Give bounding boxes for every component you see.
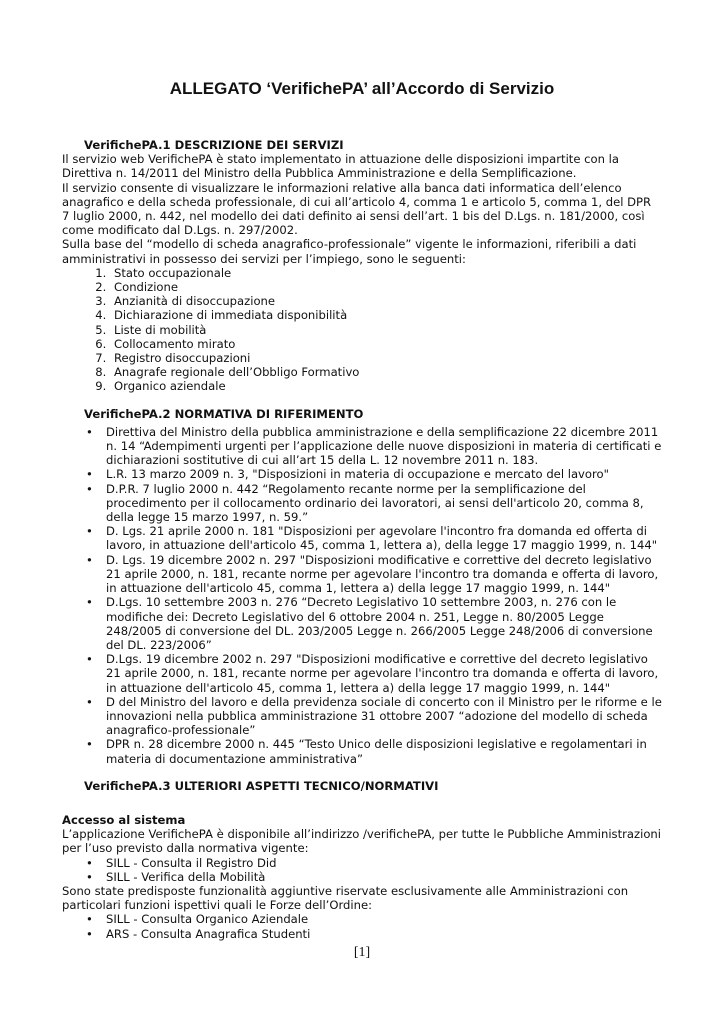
list-item-text: SILL - Consulta il Registro Did (106, 855, 277, 870)
list-item (62, 553, 662, 596)
list-item: 2. Condizione (110, 280, 662, 294)
section-1-heading: VerifichePA.1 DESCRIZIONE DEI SERVIZI (84, 138, 344, 152)
list-item-text: D.Lgs. 19 dicembre 2002 n. 297 "Disposizioni modificative e correttive del decreto legislativo 21 aprile 2000, n. 181, recante norme per agevolare l'incontro tra domanda e offerta di lavoro, in attuazione dell'articolo 45, comma 1, lettera a) della legge 17 maggio 1999, n. 144" (106, 652, 659, 695)
list-item (62, 524, 662, 552)
section-1-paragraph-3: Sulla base del “modello di scheda anagrafico-professionale” vigente le informazioni, riferibili a dati amministrativi in possesso dei servizi per l’impiego, sono le seguenti: (62, 237, 637, 266)
list-item (62, 870, 662, 884)
list-item-text: SILL - Verifica della Mobilità (106, 869, 266, 884)
functions-list (62, 856, 662, 884)
bullet-icon: • (86, 926, 93, 941)
list-item-text: D del Ministro del lavoro e della previdenza sociale di concerto con il Ministro per le riforme e le innovazioni nella pubblica amministrazione 31 ottobre 2007 “adozione del modello di scheda anagrafico-professionale” (106, 694, 662, 738)
bullet-icon: • (86, 481, 93, 496)
list-item (62, 737, 662, 765)
list-item: 5. Liste di mobilità (110, 323, 662, 337)
bullet-icon: • (86, 912, 93, 927)
list-item (62, 927, 662, 941)
document-body (62, 138, 662, 941)
list-item (62, 467, 662, 481)
list-item-text: D. Lgs. 19 dicembre 2002 n. 297 "Disposizioni modificative e correttive del decreto legislativo 21 aprile 2000, n. 181, recante norme per agevolare l'incontro tra domanda e offerta di lavoro, in attuazione dell'articolo 45, comma 1, lettera a) della legge 17 maggio 1999, n. 144" (106, 552, 659, 596)
page-number: [1] (353, 945, 371, 960)
bullet-icon: • (86, 652, 93, 667)
access-subheading: Accesso al sistema (62, 812, 186, 827)
bullet-icon: • (86, 737, 93, 752)
section-1-paragraph-1: Il servizio web VerifichePA è stato implementato in attuazione delle disposizioni impartite con la Direttiva n. 14/2011 del Ministro della Pubblica Amministrazione e della Semplificazione. (62, 152, 619, 181)
list-item-text: D.Lgs. 10 settembre 2003 n. 276 “Decreto Legislativo 10 settembre 2003, n. 276 con le modifiche dei: Decreto Legislativo del 6 ottobre 2004 n. 251, Legge n. 80/2005 Legge 248/2005 di conversione del DL. 203/2005 Legge n. 266/2005 Legge 248/2006 di conversione del DL. 223/2006” (106, 595, 653, 652)
bullet-icon: • (86, 869, 93, 884)
list-item-text: D. Lgs. 21 aprile 2000 n. 181 "Disposizioni per agevolare l'incontro fra domanda ed offerta di lavoro, in attuazione dell'articolo 45, comma 1, lettera a), della legge 17 maggio 1999, n. 144" (106, 524, 658, 553)
list-item-text: DPR n. 28 dicembre 2000 n. 445 “Testo Unico delle disposizioni legislative e regolamentari in materia di documentazione amministrativa” (106, 737, 647, 766)
list-item-text: Direttiva del Ministro della pubblica amministrazione e della semplificazione 22 dicembre 2011 n. 14 “Adempimenti urgenti per l’applicazione delle nuove disposizioni in materia di certificati e dichiarazioni sostitutive di cui all’art 15 della L. 12 novembre 2011 n. 183. (106, 424, 662, 468)
bullet-icon: • (86, 467, 93, 482)
bullet-icon: • (86, 694, 93, 709)
list-item (62, 595, 662, 652)
document-title: ALLEGATO ‘VerifichePA’ all’Accordo di Servizio (169, 79, 555, 98)
list-item: 3. Anzianità di disoccupazione (110, 294, 662, 308)
bullet-icon: • (86, 595, 93, 610)
list-item (62, 912, 662, 926)
list-item: 9. Organico aziendale (110, 379, 662, 393)
bullet-icon: • (86, 855, 93, 870)
bullet-icon: • (86, 524, 93, 539)
section-2-heading: VerifichePA.2 NORMATIVA DI RIFERIMENTO (84, 406, 364, 421)
list-item-text: SILL - Consulta Organico Aziendale (106, 912, 309, 927)
section-1-paragraph-2: Il servizio consente di visualizzare le informazioni relative alla banca dati informatica dell’elenco anagrafico e della scheda professionale, di cui all’articolo 4, comma 1 e articolo 5, comma 1, del DPR 7 luglio 2000, n. 442, nel modello dei dati definito ai sensi dell’art. 1 bis del D.Lgs. n. 181/2000, così come modificato dal D.Lgs. n. 297/2002. (62, 180, 652, 238)
list-item (62, 482, 662, 525)
bullet-icon: • (86, 424, 93, 439)
list-item-text: ARS - Consulta Anagrafica Studenti (106, 926, 311, 941)
section-3-paragraph-1: L’applicazione VerifichePA è disponibile all’indirizzo /verifichePA, per tutte le Pubbliche Amministrazioni per l’uso previsto dalla normativa vigente: (62, 827, 661, 856)
section-3-paragraph-2: Sono state predisposte funzionalità aggiuntive riservate esclusivamente alle Amministrazioni con particolari funzioni ispettivi quali le Forze dell’Ordine: (62, 883, 629, 913)
reserved-functions-list (62, 912, 662, 940)
services-list (62, 266, 662, 394)
list-item: 7. Registro disoccupazioni (110, 351, 662, 365)
list-item: 4. Dichiarazione di immediata disponibilità (110, 308, 662, 322)
bullet-icon: • (86, 552, 93, 567)
list-item: 1. Stato occupazionale (110, 266, 662, 280)
list-item (62, 856, 662, 870)
list-item (62, 695, 662, 738)
section-3-heading: VerifichePA.3 ULTERIORI ASPETTI TECNICO/NORMATIVI (84, 778, 439, 793)
list-item (62, 652, 662, 695)
list-item-text: D.P.R. 7 luglio 2000 n. 442 “Regolamento recante norme per la semplificazione del procedimento per il collocamento ordinario dei lavoratori, ai sensi dell'articolo 20, comma 8, della legge 15 marzo 1997, n. 59.” (106, 481, 644, 525)
list-item (62, 425, 662, 468)
list-item: 6. Collocamento mirato (110, 337, 662, 351)
list-item: 8. Anagrafe regionale dell’Obbligo Formativo (110, 365, 662, 379)
regulations-list (62, 425, 662, 766)
list-item-text: L.R. 13 marzo 2009 n. 3, "Disposizioni in materia di occupazione e mercato del lavoro" (106, 467, 609, 482)
